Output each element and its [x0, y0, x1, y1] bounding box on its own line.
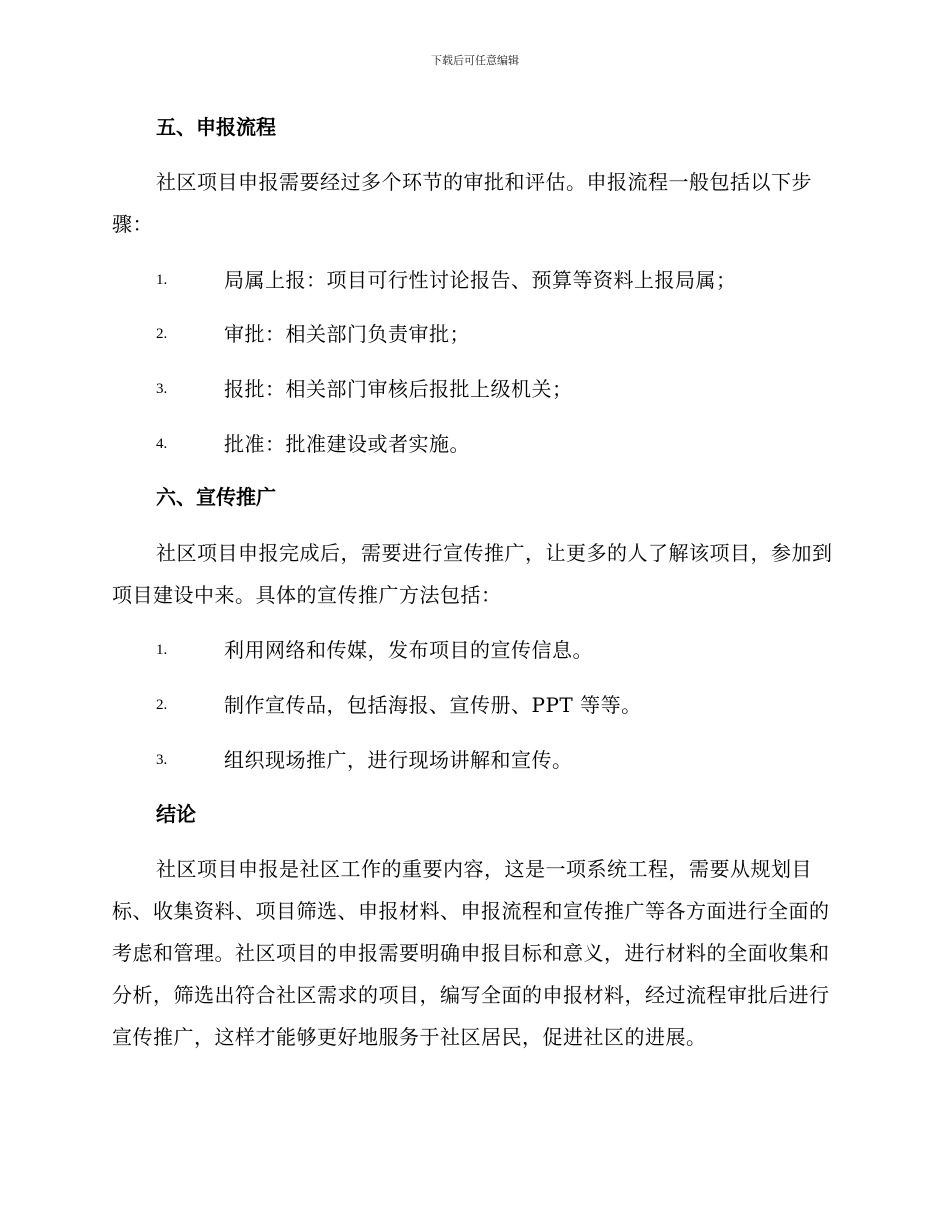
list-item: [0, 429, 950, 459]
list-item: [0, 690, 950, 720]
list-item: [0, 635, 950, 665]
list-item-text: 局属上报：项目可行性讨论报告、预算等资料上报局属；: [224, 268, 737, 292]
section-heading-conclusion: 结论: [156, 802, 196, 826]
list-item: [0, 745, 950, 775]
list-item-number: 2.: [156, 326, 168, 342]
list-item-number: 4.: [156, 436, 168, 452]
conclusion-body: 社区项目申报是社区工作的重要内容，这是一项系统工程，需要从规划目标、收集资料、项目筛选、申报材料、申报流程和宣传推广等各方面进行全面的考虑和管理。社区项目的申报需要明确申报目标和意义，进行材料的全面收集和分析，筛选出符合社区需求的项目，编写全面的申报材料，经过流程审批后进行宣传推广，这样才能够更好地服务于社区居民，促进社区的进展。: [112, 857, 830, 1049]
list-item-number: 2.: [156, 697, 168, 713]
section-heading-promotion: 六、宣传推广: [156, 485, 276, 509]
section-heading-application-process: 五、申报流程: [156, 115, 276, 139]
list-item-text: 报批：相关部门审核后报批上级机关；: [224, 377, 573, 401]
list-item-text: 审批：相关部门负责审批；: [224, 322, 470, 346]
list-item-text: 组织现场推广，进行现场讲解和宣传。: [224, 748, 573, 772]
list-item-text: 制作宣传品，包括海报、宣传册、PPT 等等。: [224, 693, 642, 717]
list-item-number: 1.: [156, 272, 168, 288]
section-intro-promotion: 社区项目申报完成后，需要进行宣传推广，让更多的人了解该项目，参加到项目建设中来。具体的宣传推广方法包括：: [112, 541, 833, 607]
page-header: 下载后可任意编辑: [431, 54, 519, 67]
list-item-text: 利用网络和传媒，发布项目的宣传信息。: [224, 638, 593, 662]
list-item-number: 3.: [156, 381, 168, 397]
list-item: [0, 374, 950, 404]
list-item: [0, 319, 950, 349]
section-intro-application-process: 社区项目申报需要经过多个环节的审批和评估。申报流程一般包括以下步骤：: [112, 170, 812, 236]
list-item-text: 批准：批准建设或者实施。: [224, 432, 470, 456]
list-item: [0, 265, 950, 295]
list-item-number: 1.: [156, 642, 168, 658]
list-item-number: 3.: [156, 752, 168, 768]
